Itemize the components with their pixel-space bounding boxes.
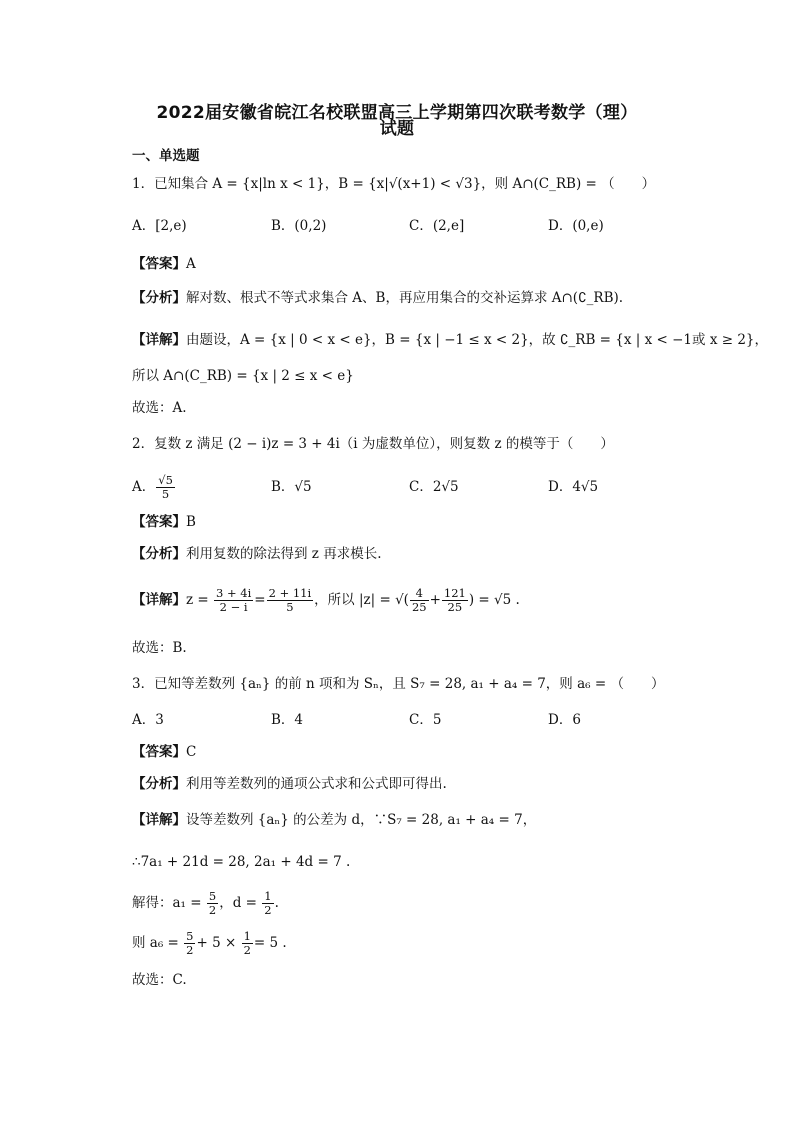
q1-option-b: B．(0,2) <box>271 218 327 234</box>
fraction: $\frac{5}{2}$ <box>186 929 194 957</box>
analysis-text: 解对数、根式不等式求集合 A、B，再应用集合的交补运算求 A∩(∁_RB). <box>186 290 624 306</box>
q1-analysis <box>132 288 623 308</box>
q1-option-c: C．(2,e] <box>409 218 465 234</box>
detail-text: 由题设，A = {x | 0 < x < e}，B = {x | −1 ≤ x < 2}，故 ∁_RB = {x | x < −1或 x ≥ 2}， <box>186 332 769 348</box>
q1-option-d: D．(0,e) <box>548 218 604 234</box>
section-heading: 一、单选题 <box>132 148 200 164</box>
analysis-tag: 【分析】 <box>132 776 186 792</box>
q1-answer <box>132 254 196 274</box>
q2-option-b: B．√5 <box>271 479 312 495</box>
fraction: $\frac{3 + 4i}{2 - i}$ <box>216 586 252 614</box>
fraction: $\frac{121}{25}$ <box>443 586 466 614</box>
detail-tag: 【详解】 <box>132 592 186 608</box>
q3-detail <box>132 810 536 830</box>
q1-detail-line2: 所以 A∩(C_RB) = {x | 2 ≤ x < e} <box>132 368 354 384</box>
fraction: $\frac{2 + 11i}{5}$ <box>268 586 312 614</box>
q3-answer <box>132 742 196 762</box>
q3-option-a: A．3 <box>132 712 164 728</box>
q1-detail <box>132 330 768 350</box>
q1-stem: 1．已知集合 A = {x|ln x < 1}，B = {x|√(x+1) < √3}，则 A∩(C_RB) = （ ） <box>132 176 656 192</box>
q2-option-d: D．4√5 <box>548 479 599 495</box>
q2-answer <box>132 512 196 532</box>
q3-step1: ∴7a₁ + 21d = 28, 2a₁ + 4d = 7 . <box>132 854 351 870</box>
q3-choose: 故选：C. <box>132 972 187 988</box>
q3-step2: 解得：a₁ = $\frac{5}{2}$ ，d = $\frac{1}{2}$ . <box>132 889 279 917</box>
q3-step3: 则 a₆ = $\frac{5}{2}$ + 5 × $\frac{1}{2}$ = 5 . <box>132 929 287 957</box>
fraction: $\frac{4}{25}$ <box>411 586 427 614</box>
detail-tag: 【详解】 <box>132 812 186 828</box>
analysis-text: 利用等差数列的通项公式求和公式即可得出. <box>186 776 447 792</box>
q3-option-b: B．4 <box>271 712 304 728</box>
detail-text: 设等差数列 {aₙ} 的公差为 d，∵S₇ = 28, a₁ + a₄ = 7， <box>186 812 537 828</box>
analysis-tag: 【分析】 <box>132 546 186 562</box>
q1-choose: 故选：A. <box>132 400 187 416</box>
answer-value: B <box>186 514 196 530</box>
fraction: $\frac{1}{2}$ <box>243 929 251 957</box>
answer-tag: 【答案】 <box>132 744 186 760</box>
q2-option-a: A． $\frac{√5}{5}$ <box>132 473 173 501</box>
q2-stem: 2．复数 z 满足 (2 − i)z = 3 + 4i（i 为虚数单位），则复数 z 的模等于（ ） <box>132 436 614 452</box>
answer-tag: 【答案】 <box>132 256 186 272</box>
document-title: 2022届安徽省皖江名校联盟高三上学期第四次联考数学（理） <box>156 103 638 123</box>
q3-option-c: C．5 <box>409 712 442 728</box>
answer-tag: 【答案】 <box>132 514 186 530</box>
document-subtitle: 试题 <box>379 119 415 139</box>
answer-value: C <box>186 744 197 760</box>
fraction: $\frac{√5}{5}$ <box>158 473 173 501</box>
q3-stem: 3．已知等差数列 {aₙ} 的前 n 项和为 Sₙ，且 S₇ = 28, a₁ + a₄ = 7，则 a₆ = （ ） <box>132 676 665 692</box>
answer-value: A <box>186 256 196 272</box>
q2-choose: 故选：B. <box>132 640 187 656</box>
q3-option-d: D．6 <box>548 712 581 728</box>
q2-option-c: C．2√5 <box>409 479 459 495</box>
analysis-text: 利用复数的除法得到 z 再求模长. <box>186 546 382 562</box>
q1-option-a: A．[2,e) <box>132 218 187 234</box>
q2-detail: 【详解】z = $\frac{3 + 4i}{2 - i}$ = $\frac{2 + 11i}{5}$ ，所以 |z| = √( $\frac{4}{25}$ + $\frac{121}{25}$ ) = √5 . <box>132 586 520 614</box>
analysis-tag: 【分析】 <box>132 290 186 306</box>
fraction: $\frac{5}{2}$ <box>208 889 217 917</box>
q3-analysis <box>132 774 447 794</box>
fraction: $\frac{1}{2}$ <box>264 889 272 917</box>
detail-tag: 【详解】 <box>132 332 186 348</box>
q2-analysis <box>132 544 382 564</box>
